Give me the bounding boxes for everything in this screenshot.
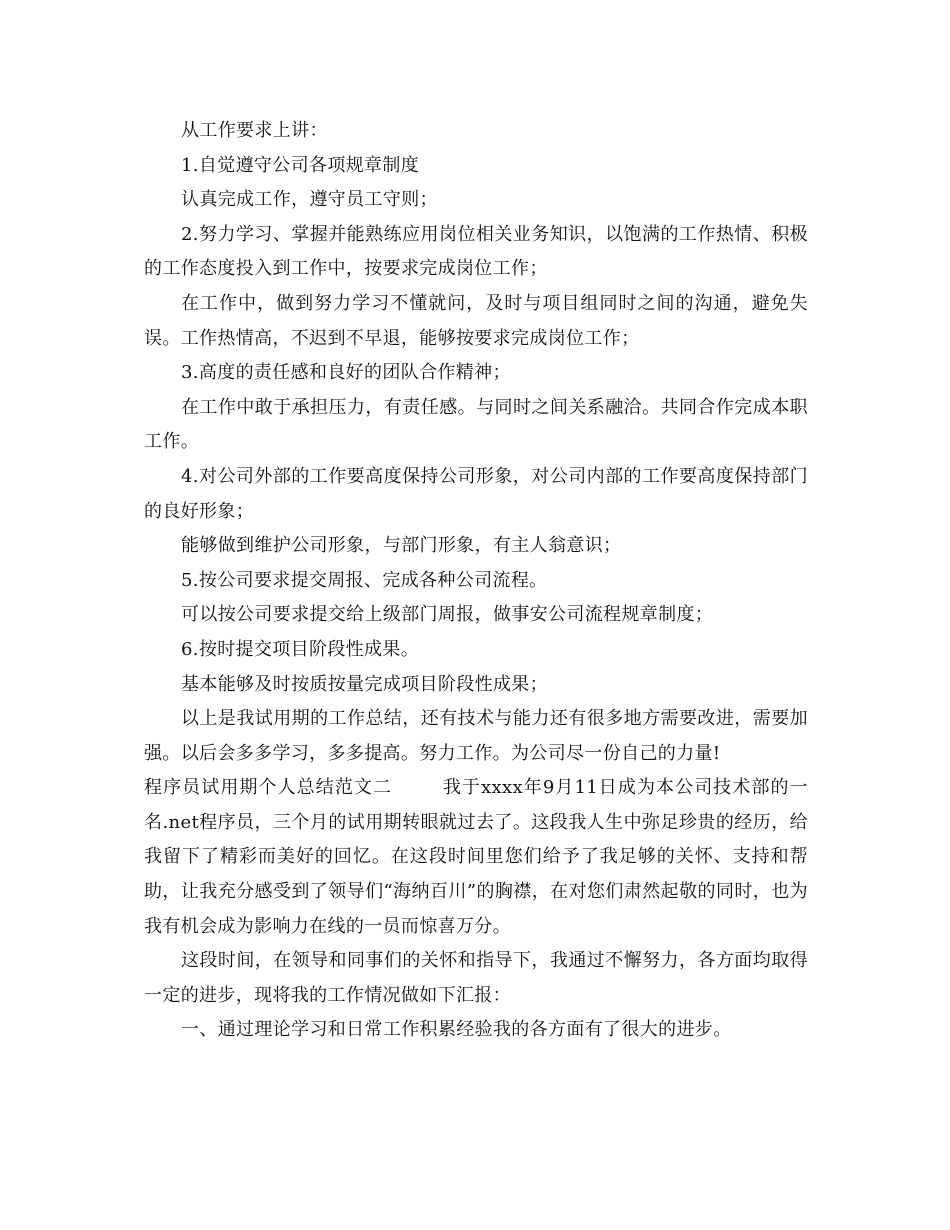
paragraph: 可以按公司要求提交给上级部门周报，做事安公司流程规章制度； [181, 604, 714, 626]
paragraph: 认真完成工作，遵守员工守则； [181, 189, 438, 211]
paragraph: 在工作中敢于承担压力，有责任感。与同时之间关系融洽。共同合作完成本职工作。 [144, 396, 808, 453]
paragraph: 2.努力学习、掌握并能熟练应用岗位相关业务知识，以饱满的工作热情、积极的工作态度投入到工作中，按要求完成岗位工作； [144, 223, 808, 280]
paragraph: 从工作要求上讲： [181, 120, 328, 141]
section-title: 程序员试用期个人总结范文二 [144, 777, 393, 799]
paragraph: 3.高度的责任感和良好的团队合作精神； [181, 362, 511, 384]
paragraph: 1.自觉遵守公司各项规章制度 [181, 154, 420, 176]
paragraph: 能够做到维护公司形象，与部门形象，有主人翁意识； [181, 535, 622, 557]
paragraph: 6.按时提交项目阶段性成果。 [181, 638, 420, 660]
document-body [144, 114, 808, 1048]
paragraph: 一、通过理论学习和日常工作积累经验我的各方面有了很大的进步。 [181, 1019, 732, 1041]
paragraph: 这段时间，在领导和同事们的关怀和指导下，我通过不懈努力，各方面均取得一定的进步，现将我的工作情况做如下汇报： [144, 950, 808, 1006]
section-intro: 我于xxxx年9月11日成为本公司技术部的一名.net程序员，三个月的试用期转眼就过去了。这段我人生中弥足珍贵的经历，给我留下了精彩而美好的回忆。在这段时间里您们给予了我足够的关怀、支持和帮助，让我充分感受到了领导们“海纳百川”的胸襟，在对您们肃然起敬的同时，也为我有机会成为影响力在线的一员而惊喜万分。 [144, 777, 808, 937]
paragraph: 4.对公司外部的工作要高度保持公司形象，对公司内部的工作要高度保持部门的良好形象； [144, 465, 808, 522]
paragraph: 在工作中，做到努力学习不懂就问，及时与项目组同时之间的沟通，避免失误。工作热情高，不迟到不早退，能够按要求完成岗位工作； [144, 292, 808, 349]
paragraph: 5.按公司要求提交周报、完成各种公司流程。 [181, 569, 548, 591]
section-paragraph [144, 771, 808, 944]
paragraph: 以上是我试用期的工作总结，还有技术与能力还有很多地方需要改进，需要加强。以后会多多学习，多多提高。努力工作。为公司尽一份自己的力量! [144, 708, 808, 764]
paragraph: 基本能够及时按质按量完成项目阶段性成果； [181, 673, 548, 695]
